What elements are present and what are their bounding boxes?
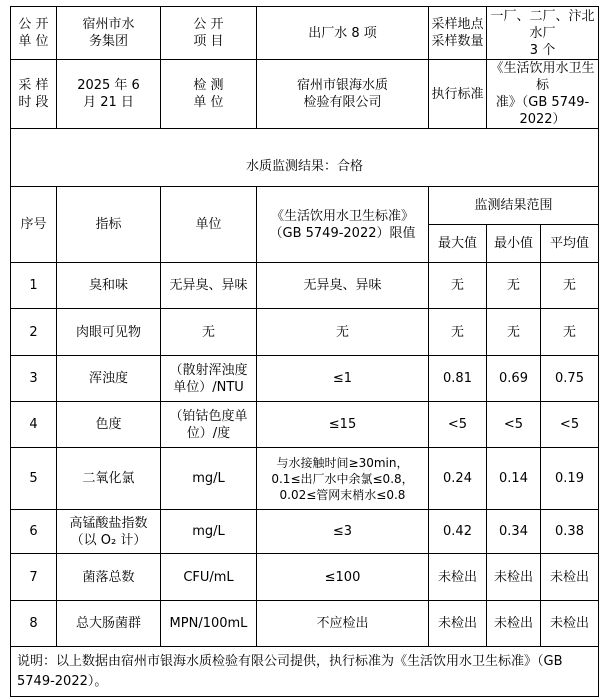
sampling-time-label: 采 样 时 段 xyxy=(11,60,57,129)
cell-indicator: 臭和味 xyxy=(57,263,161,309)
data-rows xyxy=(11,263,599,647)
cell-indicator: 浑浊度 xyxy=(57,356,161,402)
cell-limit: 无 xyxy=(257,309,429,356)
sampling-time-value: 2025 年 6 月 21 日 xyxy=(57,60,161,129)
cell-max: 未检出 xyxy=(429,601,487,647)
col-indicator-header: 指标 xyxy=(57,187,161,263)
cell-min: 未检出 xyxy=(487,601,541,647)
cell-no: 1 xyxy=(11,263,57,309)
sampling-site-value: 一厂、二厂、汴北水厂 3 个 xyxy=(487,7,599,60)
cell-indicator: 二氧化氯 xyxy=(57,448,161,510)
col-avg-header: 平均值 xyxy=(541,225,599,263)
cell-min: 无 xyxy=(487,309,541,356)
cell-avg: 无 xyxy=(541,309,599,356)
result-row xyxy=(11,147,599,187)
water-quality-report xyxy=(10,6,598,697)
col-range-header: 监测结果范围 xyxy=(429,187,599,225)
cell-max: 无 xyxy=(429,263,487,309)
publish-unit-value: 宿州市水 务集团 xyxy=(57,7,161,60)
cell-max: 无 xyxy=(429,309,487,356)
publish-unit-label: 公 开 单 位 xyxy=(11,7,57,60)
cell-avg: 未检出 xyxy=(541,554,599,601)
cell-avg: <5 xyxy=(541,402,599,448)
cell-indicator: 肉眼可见物 xyxy=(57,309,161,356)
note-text: 说明：以上数据由宿州市银海水质检验有限公司提供，执行标准为《生活饮用水卫生标准》（GB 5749-2022）。 xyxy=(11,647,599,697)
cell-limit: ≤3 xyxy=(257,510,429,554)
cell-no: 6 xyxy=(11,510,57,554)
cell-no: 4 xyxy=(11,402,57,448)
report-table xyxy=(10,6,599,697)
cell-max: 0.81 xyxy=(429,356,487,402)
table-row xyxy=(11,554,599,601)
table-row xyxy=(11,601,599,647)
cell-min: 0.69 xyxy=(487,356,541,402)
cell-no: 7 xyxy=(11,554,57,601)
col-no-header: 序号 xyxy=(11,187,57,263)
cell-unit: （散射浑浊度 单位）/NTU xyxy=(161,356,257,402)
cell-unit: 无 xyxy=(161,309,257,356)
cell-no: 3 xyxy=(11,356,57,402)
cell-min: 0.14 xyxy=(487,448,541,510)
cell-unit: mg/L xyxy=(161,448,257,510)
cell-avg: 0.19 xyxy=(541,448,599,510)
cell-limit: 无异臭、异味 xyxy=(257,263,429,309)
header-row-2 xyxy=(11,60,599,129)
cell-min: 0.34 xyxy=(487,510,541,554)
col-limit-header: 《生活饮用水卫生标准》 （GB 5749-2022）限值 xyxy=(257,187,429,263)
cell-max: 0.42 xyxy=(429,510,487,554)
cell-min: 无 xyxy=(487,263,541,309)
col-min-header: 最小值 xyxy=(487,225,541,263)
col-unit-header: 单位 xyxy=(161,187,257,263)
header-row-1 xyxy=(11,7,599,60)
cell-min: <5 xyxy=(487,402,541,448)
cell-limit: ≤100 xyxy=(257,554,429,601)
cell-unit: （铂钴色度单 位）/度 xyxy=(161,402,257,448)
spacer-row xyxy=(11,129,599,147)
table-row xyxy=(11,448,599,510)
table-row xyxy=(11,402,599,448)
cell-no: 2 xyxy=(11,309,57,356)
cell-indicator: 菌落总数 xyxy=(57,554,161,601)
sampling-site-label: 采样地点 采样数量 xyxy=(429,7,487,60)
table-row xyxy=(11,309,599,356)
cell-avg: 0.75 xyxy=(541,356,599,402)
cell-limit: ≤1 xyxy=(257,356,429,402)
cell-indicator: 高锰酸盐指数 （以 O₂ 计） xyxy=(57,510,161,554)
testing-unit-value: 宿州市银海水质 检验有限公司 xyxy=(257,60,429,129)
cell-indicator: 总大肠菌群 xyxy=(57,601,161,647)
cell-limit: ≤15 xyxy=(257,402,429,448)
cell-no: 5 xyxy=(11,448,57,510)
cell-max: 未检出 xyxy=(429,554,487,601)
cell-limit: 不应检出 xyxy=(257,601,429,647)
cell-min: 未检出 xyxy=(487,554,541,601)
standard-value: 《生活饮用水卫生标 准》（GB 5749-2022） xyxy=(487,60,599,129)
column-header-row-1 xyxy=(11,187,599,225)
table-row xyxy=(11,263,599,309)
publish-item-value: 出厂水 8 项 xyxy=(257,7,429,60)
note-row xyxy=(11,647,599,697)
cell-max: 0.24 xyxy=(429,448,487,510)
cell-avg: 0.38 xyxy=(541,510,599,554)
cell-max: <5 xyxy=(429,402,487,448)
cell-indicator: 色度 xyxy=(57,402,161,448)
standard-label: 执行标准 xyxy=(429,60,487,129)
table-row xyxy=(11,356,599,402)
testing-unit-label: 检 测 单 位 xyxy=(161,60,257,129)
cell-no: 8 xyxy=(11,601,57,647)
cell-unit: MPN/100mL xyxy=(161,601,257,647)
table-row xyxy=(11,510,599,554)
cell-avg: 无 xyxy=(541,263,599,309)
cell-limit: 与水接触时间≥30min， 0.1≤出厂水中余氯≤0.8， 0.02≤管网末梢水≤0.8 xyxy=(257,448,429,510)
cell-unit: mg/L xyxy=(161,510,257,554)
cell-unit: 无异臭、异味 xyxy=(161,263,257,309)
cell-unit: CFU/mL xyxy=(161,554,257,601)
publish-item-label: 公 开 项 目 xyxy=(161,7,257,60)
col-max-header: 最大值 xyxy=(429,225,487,263)
cell-avg: 未检出 xyxy=(541,601,599,647)
monitoring-result: 水质监测结果：合格 xyxy=(11,147,599,187)
